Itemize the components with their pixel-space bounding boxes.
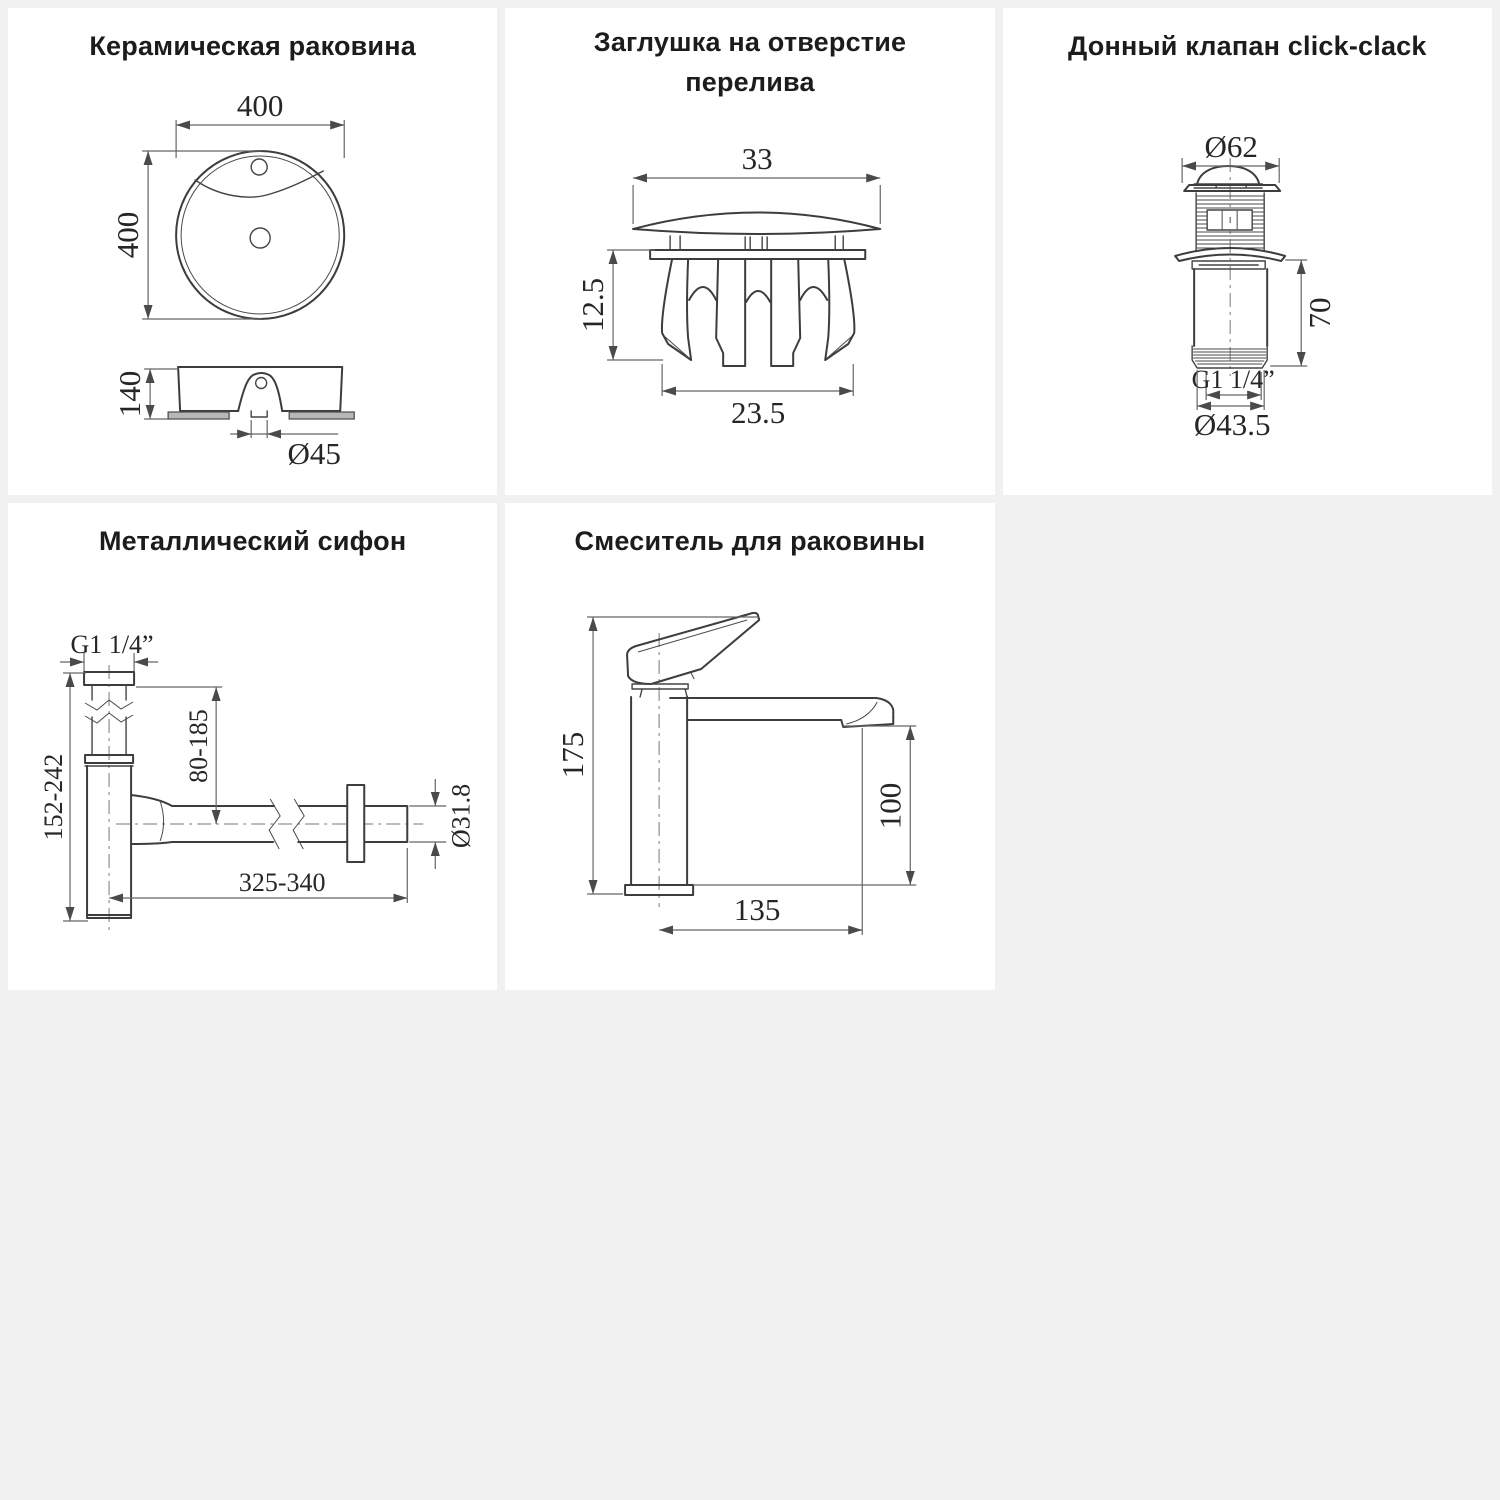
sink-side-view <box>168 367 354 419</box>
sink-top-view <box>176 151 344 319</box>
valve-body <box>1175 158 1285 376</box>
plug-dimensions <box>575 141 880 430</box>
panel-plug-title-line2: перелива <box>685 67 815 97</box>
sink-dim-drain-label: Ø45 <box>287 436 341 471</box>
mixer-dim-height-label: 175 <box>555 731 591 779</box>
siphon-technical-drawing <box>8 503 497 990</box>
valve-dim-thread-label: G1 1/4” <box>1191 365 1275 394</box>
mixer-dim-reach-label: 135 <box>734 892 781 927</box>
valve-dim-height-label: 70 <box>1301 297 1337 329</box>
mixer-dim-spout-height-label: 100 <box>872 782 908 830</box>
panel-sink <box>8 8 497 495</box>
plug-dim-bottom-label: 23.5 <box>731 395 786 430</box>
plug-technical-drawing <box>505 8 994 495</box>
siphon-dim-pipe-label: Ø31.8 <box>446 783 476 849</box>
sink-dim-side-height-label: 140 <box>112 370 148 418</box>
valve-technical-drawing <box>1003 8 1492 495</box>
panel-siphon-title: Металлический сифон <box>98 526 407 556</box>
siphon-dim-inlet-height-label: 80-185 <box>184 709 214 783</box>
mixer-technical-drawing <box>505 503 994 990</box>
panel-siphon <box>8 503 497 990</box>
plug-body <box>633 213 880 367</box>
plug-dim-height-label: 12.5 <box>575 277 611 333</box>
panel-sink-title: Керамическая раковина <box>89 31 416 61</box>
siphon-dimensions <box>39 630 475 921</box>
panel-mixer <box>505 503 994 990</box>
sink-dim-height-label: 400 <box>110 211 146 259</box>
plug-dim-top-label: 33 <box>741 141 774 176</box>
valve-dim-cap-label: Ø62 <box>1204 129 1258 164</box>
mixer-dimensions <box>555 617 916 935</box>
valve-dim-outlet-label: Ø43.5 <box>1193 407 1271 442</box>
siphon-dim-thread-label: G1 1/4” <box>70 630 154 659</box>
siphon-dim-length-label: 325-340 <box>238 868 326 897</box>
panel-plug <box>505 8 994 495</box>
valve-dimensions <box>1182 129 1337 442</box>
panel-valve-title: Донный клапан click-clack <box>1068 31 1427 61</box>
sink-dim-width-label: 400 <box>236 88 284 123</box>
panel-valve <box>1003 8 1492 495</box>
sink-technical-drawing <box>8 8 497 495</box>
panel-mixer-title: Смеситель для раковины <box>574 526 926 556</box>
mixer-body <box>625 613 893 907</box>
panel-plug-title-line1: Заглушка на отверстие <box>593 27 907 57</box>
siphon-dim-total-height-label: 152-242 <box>39 753 69 841</box>
